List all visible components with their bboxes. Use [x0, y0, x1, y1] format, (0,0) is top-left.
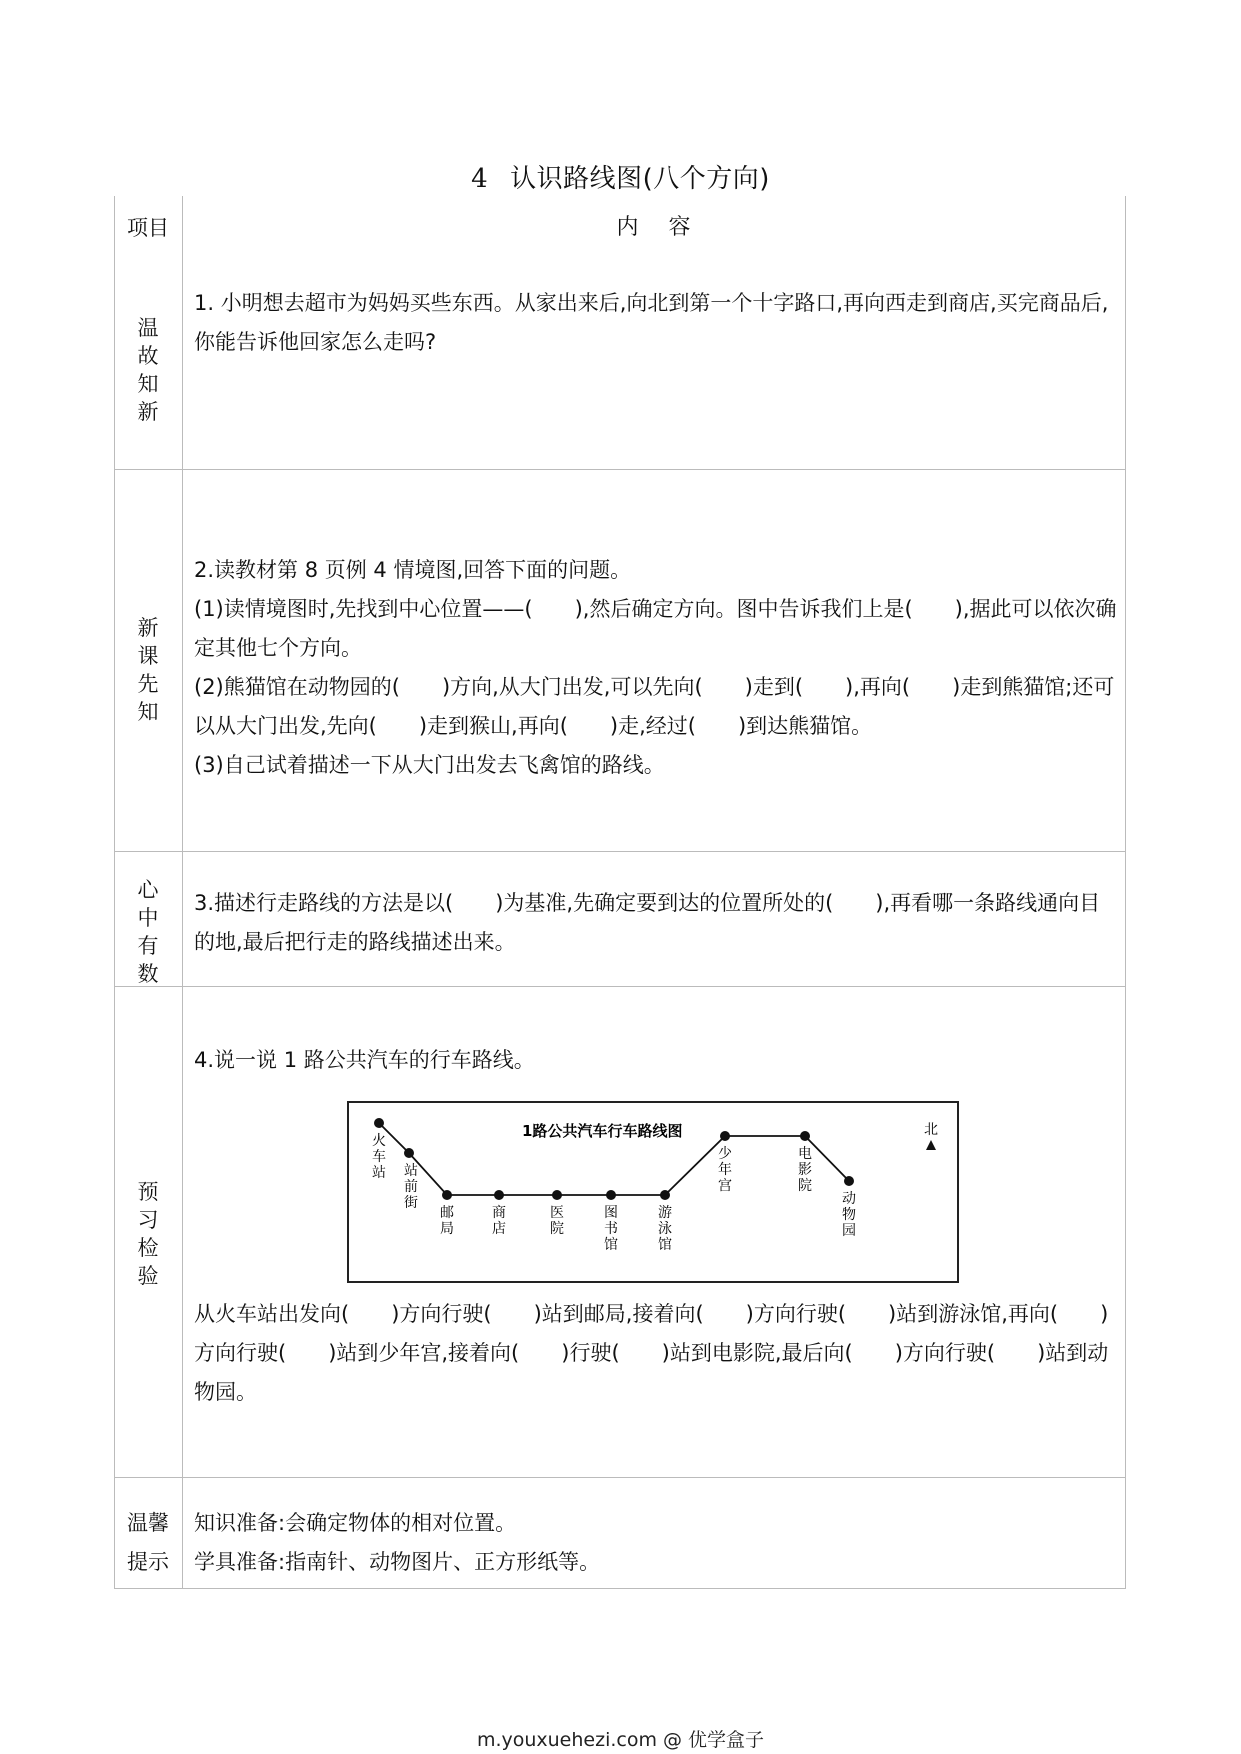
table-column-divider [182, 196, 183, 1589]
section-content-check [194, 1295, 1119, 1412]
question-1: 1. 小明想去超市为妈妈买些东西。从家出来后,向北到第一个十字路口,再向西走到商店,买完商品后,你能告诉他回家怎么走吗? [194, 291, 1109, 354]
bus-stop-label: 动物园 [842, 1191, 856, 1239]
question-2-3: (3)自己试着描述一下从大门出发去飞禽馆的路线。 [194, 753, 665, 777]
bus-stop-dot [844, 1176, 854, 1186]
bus-stop-dot [494, 1190, 504, 1200]
row-divider [114, 1477, 1125, 1478]
bus-stop-label: 游泳馆 [658, 1205, 672, 1253]
title-number: 4 [471, 164, 489, 194]
section-label-review: 温 故 知 新 [137, 316, 159, 424]
section-content-preview [194, 551, 1119, 785]
section-label-preview: 新 课 先 知 [137, 616, 159, 724]
question-2: 2.读教材第 8 页例 4 情境图,回答下面的问题。 [194, 558, 632, 582]
section-content-tips [194, 1504, 1119, 1582]
question-4-intro: 4.说一说 1 路公共汽车的行车路线。 [194, 1048, 535, 1072]
north-label: 北 [924, 1122, 938, 1138]
header-content: 内容 [616, 215, 721, 240]
title-text: 认识路线图(八个方向) [510, 164, 770, 194]
row-divider [114, 469, 1125, 470]
bus-stop-dot [660, 1190, 670, 1200]
worksheet-table [114, 196, 1125, 1589]
section-label-tips: 温馨 提示 [127, 1511, 169, 1574]
tip-knowledge: 知识准备:会确定物体的相对位置。 [194, 1511, 517, 1535]
table-border-bottom [114, 1588, 1125, 1589]
bus-stop-label: 站前街 [404, 1163, 418, 1211]
bus-stop-dot [404, 1148, 414, 1158]
section-label-check: 预 习 检 验 [137, 1180, 159, 1288]
bus-stop-label: 电影院 [798, 1146, 812, 1194]
bus-stop-dot [800, 1131, 810, 1141]
bus-stop-label: 火车站 [372, 1133, 386, 1181]
footer-watermark: m.youxuehezi.com @ 优学盒子 [476, 1729, 765, 1751]
question-2-1: (1)读情境图时,先找到中心位置——( ),然后确定方向。图中告诉我们上是( ),据此可以依次确定其他七个方向。 [194, 597, 1117, 660]
bus-route-map [347, 1101, 959, 1283]
bus-stop-label: 邮局 [440, 1205, 454, 1237]
bus-stop-dot [606, 1190, 616, 1200]
question-3: 3.描述行走路线的方法是以( )为基准,先确定要到达的位置所处的( ),再看哪一条路线通向目的地,最后把行走的路线描述出来。 [194, 891, 1101, 954]
bus-stop-dot [552, 1190, 562, 1200]
bus-stop-dot [374, 1118, 384, 1128]
section-label-mind: 心 中 有 数 [137, 878, 159, 986]
tip-tools: 学具准备:指南针、动物图片、正方形纸等。 [194, 1550, 601, 1574]
bus-stop-dot [720, 1131, 730, 1141]
bus-stop-label: 商店 [492, 1205, 506, 1237]
row-divider [114, 851, 1125, 852]
bus-stop-label: 医院 [550, 1205, 564, 1237]
question-4-answer: 从火车站出发向( )方向行驶( )站到邮局,接着向( )方向行驶( )站到游泳馆,再向( )方向行驶( )站到少年宫,接着向( )行驶( )站到电影院,最后向( )方向行驶( )站到动物园。 [194, 1302, 1109, 1404]
table-border-right [1125, 196, 1126, 1589]
section-content-review [194, 284, 1119, 362]
page-title [0, 158, 1241, 195]
row-divider [114, 986, 1125, 987]
map-title: 1路公共汽车行车路线图 [522, 1122, 683, 1140]
section-content-mind [194, 884, 1119, 962]
question-2-2: (2)熊猫馆在动物园的( )方向,从大门出发,可以先向( )走到( ),再向( )走到熊猫馆;还可以从大门出发,先向( )走到猴山,再向( )走,经过( )到达熊猫馆。 [194, 675, 1115, 738]
header-item: 项目 [127, 216, 169, 240]
bus-stop-label: 少年宫 [718, 1146, 732, 1194]
bus-stop-label: 图书馆 [604, 1205, 618, 1253]
bus-stop-dot [442, 1190, 452, 1200]
